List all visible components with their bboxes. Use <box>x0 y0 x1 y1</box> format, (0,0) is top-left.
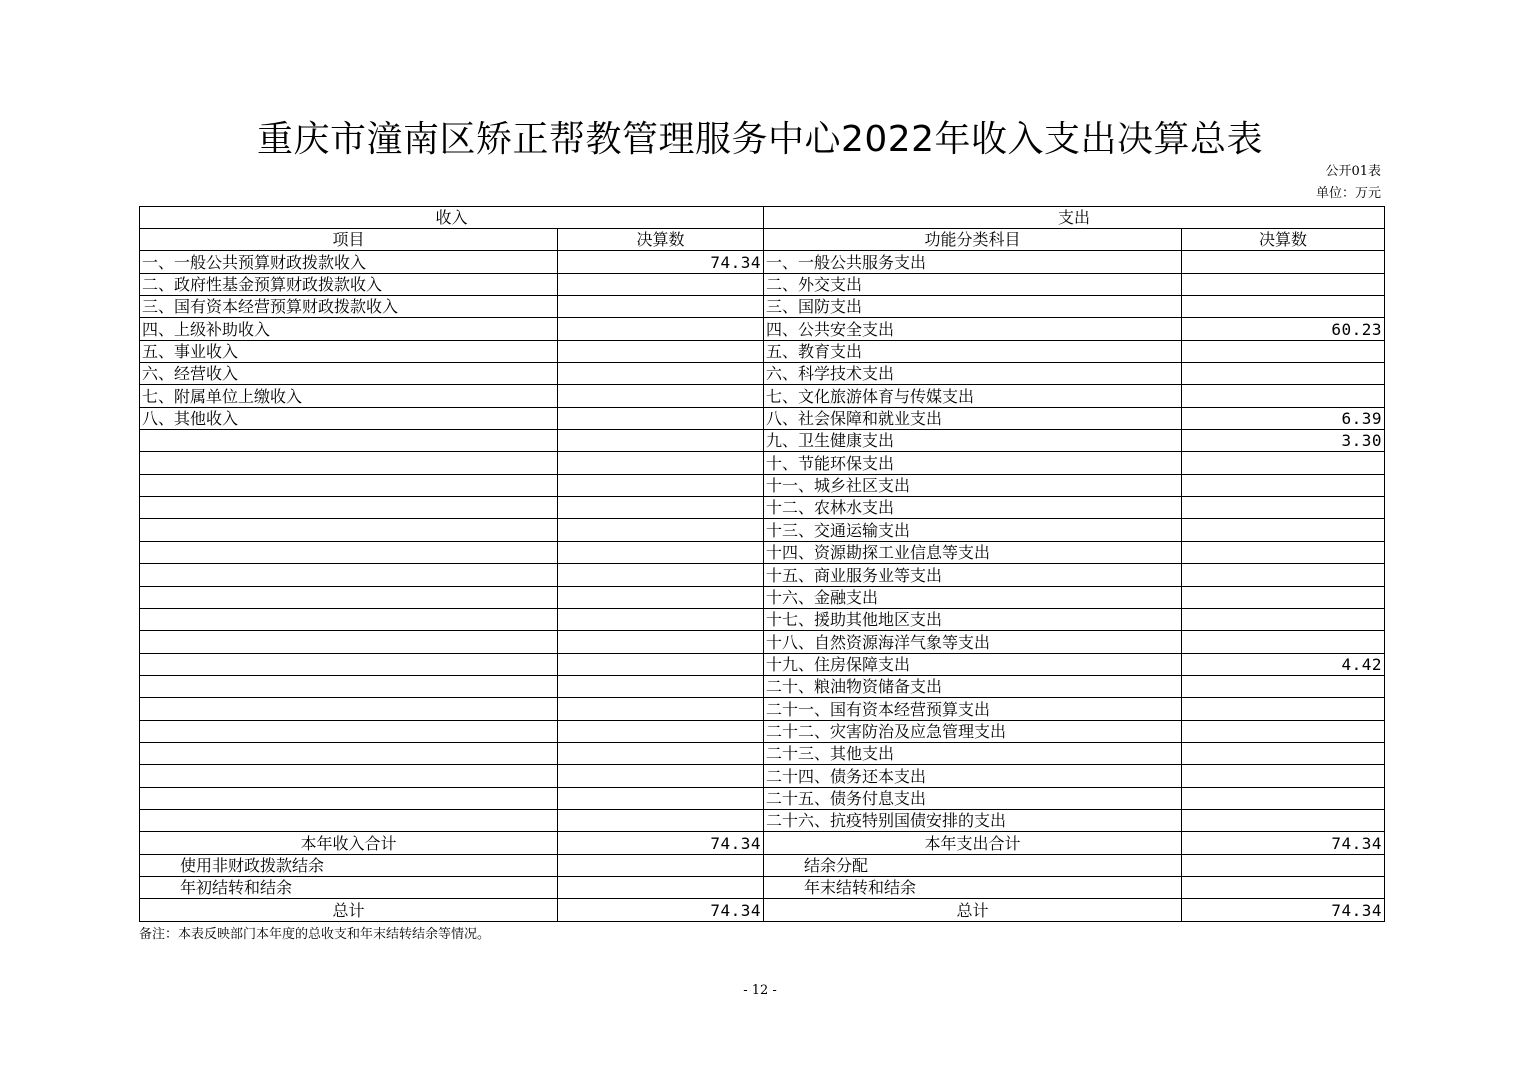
table-row <box>140 765 1385 787</box>
income-amount-cell <box>558 385 764 407</box>
income-amount-cell <box>558 452 764 474</box>
grand-total-row <box>140 899 1385 921</box>
expenditure-amount-cell <box>1182 765 1385 787</box>
year-total-row <box>140 832 1385 854</box>
expenditure-amount-cell <box>1182 385 1385 407</box>
expenditure-amount-cell: 3.30 <box>1182 430 1385 452</box>
income-amount-cell <box>558 809 764 831</box>
expenditure-item-cell: 十九、住房保障支出 <box>764 653 1182 675</box>
nonfiscal-value <box>558 854 764 876</box>
table-row <box>140 318 1385 340</box>
income-amount-cell <box>558 720 764 742</box>
income-item-cell <box>140 765 558 787</box>
income-item-cell <box>140 586 558 608</box>
income-item-cell: 四、上级补助收入 <box>140 318 558 340</box>
expenditure-header: 支出 <box>764 207 1385 229</box>
expenditure-amount-cell <box>1182 564 1385 586</box>
table-row <box>140 653 1385 675</box>
expenditure-item-cell: 二十五、债务付息支出 <box>764 787 1182 809</box>
income-item-cell: 六、经营收入 <box>140 363 558 385</box>
expenditure-amount-cell <box>1182 608 1385 630</box>
expenditure-item-cell: 四、公共安全支出 <box>764 318 1182 340</box>
totals-body <box>140 832 1385 921</box>
item-header: 项目 <box>140 229 558 251</box>
table-row <box>140 452 1385 474</box>
table-row <box>140 586 1385 608</box>
expenditure-item-cell: 八、社会保障和就业支出 <box>764 407 1182 429</box>
income-amount-cell <box>558 742 764 764</box>
income-amount-cell <box>558 765 764 787</box>
income-item-cell <box>140 742 558 764</box>
table-row <box>140 787 1385 809</box>
income-amount-cell <box>558 430 764 452</box>
expenditure-item-cell: 十三、交通运输支出 <box>764 519 1182 541</box>
grand-total-label-left: 总计 <box>140 899 558 921</box>
expenditure-item-cell: 九、卫生健康支出 <box>764 430 1182 452</box>
expenditure-amount-cell <box>1182 720 1385 742</box>
surplus-dist-value <box>1182 854 1385 876</box>
income-item-cell <box>140 675 558 697</box>
expenditure-item-cell: 二、外交支出 <box>764 273 1182 295</box>
year-income-label: 本年收入合计 <box>140 832 558 854</box>
income-amount-cell: 74.34 <box>558 251 764 273</box>
table-row <box>140 541 1385 563</box>
income-item-cell: 七、附属单位上缴收入 <box>140 385 558 407</box>
income-amount-cell <box>558 608 764 630</box>
expenditure-item-cell: 十一、城乡社区支出 <box>764 474 1182 496</box>
income-item-cell <box>140 564 558 586</box>
income-amount-cell <box>558 675 764 697</box>
expenditure-amount-cell <box>1182 586 1385 608</box>
surplus-dist-label: 结余分配 <box>764 854 1182 876</box>
table-row <box>140 430 1385 452</box>
income-amount-cell <box>558 541 764 563</box>
expenditure-amount-cell: 60.23 <box>1182 318 1385 340</box>
expenditure-amount-cell: 4.42 <box>1182 653 1385 675</box>
expenditure-item-cell: 十七、援助其他地区支出 <box>764 608 1182 630</box>
income-amount-cell <box>558 698 764 720</box>
expenditure-item-cell: 二十六、抗疫特别国债安排的支出 <box>764 809 1182 831</box>
nonfiscal-label: 使用非财政拨款结余 <box>140 854 558 876</box>
income-item-cell <box>140 497 558 519</box>
income-amount-cell <box>558 564 764 586</box>
table-row <box>140 474 1385 496</box>
income-header: 收入 <box>140 207 764 229</box>
income-item-cell <box>140 631 558 653</box>
table-row <box>140 698 1385 720</box>
income-amount-cell <box>558 363 764 385</box>
income-item-cell <box>140 541 558 563</box>
year-income-value: 74.34 <box>558 832 764 854</box>
expenditure-item-cell: 十五、商业服务业等支出 <box>764 564 1182 586</box>
expenditure-amount-cell <box>1182 519 1385 541</box>
expenditure-amount-cell <box>1182 251 1385 273</box>
begin-balance-label: 年初结转和结余 <box>140 876 558 898</box>
func-category-header: 功能分类科目 <box>764 229 1182 251</box>
table-row <box>140 340 1385 362</box>
expenditure-amount-cell <box>1182 631 1385 653</box>
expenditure-item-cell: 十六、金融支出 <box>764 586 1182 608</box>
expenditure-amount-cell <box>1182 363 1385 385</box>
table-row <box>140 497 1385 519</box>
income-item-cell <box>140 698 558 720</box>
income-amount-cell <box>558 340 764 362</box>
income-item-cell: 二、政府性基金预算财政拨款收入 <box>140 273 558 295</box>
expenditure-item-cell: 三、国防支出 <box>764 296 1182 318</box>
grand-total-label-right: 总计 <box>764 899 1182 921</box>
table-row <box>140 675 1385 697</box>
expenditure-amount-cell <box>1182 787 1385 809</box>
income-amount-cell <box>558 787 764 809</box>
income-amount-cell <box>558 653 764 675</box>
nonfiscal-row <box>140 854 1385 876</box>
grand-total-value-left: 74.34 <box>558 899 764 921</box>
expenditure-amount-cell <box>1182 541 1385 563</box>
budget-table <box>139 206 1385 922</box>
expenditure-item-cell: 一、一般公共服务支出 <box>764 251 1182 273</box>
table-row <box>140 363 1385 385</box>
page-number: - 12 - <box>743 983 777 998</box>
expenditure-amount-cell <box>1182 809 1385 831</box>
table-row <box>140 720 1385 742</box>
expenditure-amount-cell <box>1182 474 1385 496</box>
expenditure-item-cell: 十、节能环保支出 <box>764 452 1182 474</box>
expenditure-amount-cell <box>1182 497 1385 519</box>
page-title: 重庆市潼南区矫正帮教管理服务中心2022年收入支出决算总表 <box>256 119 1264 160</box>
expenditure-item-cell: 二十二、灾害防治及应急管理支出 <box>764 720 1182 742</box>
table-row <box>140 296 1385 318</box>
income-item-cell <box>140 809 558 831</box>
expenditure-item-cell: 二十一、国有资本经营预算支出 <box>764 698 1182 720</box>
expenditure-item-cell: 十八、自然资源海洋气象等支出 <box>764 631 1182 653</box>
expenditure-item-cell: 十二、农林水支出 <box>764 497 1182 519</box>
income-amount-cell <box>558 519 764 541</box>
grand-total-value-right: 74.34 <box>1182 899 1385 921</box>
income-amount-cell <box>558 474 764 496</box>
expenditure-amount-cell <box>1182 698 1385 720</box>
income-item-cell <box>140 452 558 474</box>
table-row <box>140 631 1385 653</box>
amount-header: 决算数 <box>558 229 764 251</box>
income-amount-cell <box>558 318 764 340</box>
income-item-cell <box>140 787 558 809</box>
expenditure-item-cell: 二十、粮油物资储备支出 <box>764 675 1182 697</box>
expenditure-item-cell: 七、文化旅游体育与传媒支出 <box>764 385 1182 407</box>
table-row <box>140 251 1385 273</box>
income-item-cell <box>140 608 558 630</box>
end-balance-value <box>1182 876 1385 898</box>
table-row <box>140 407 1385 429</box>
year-exp-value: 74.34 <box>1182 832 1385 854</box>
income-amount-cell <box>558 407 764 429</box>
header-row-1 <box>140 207 1385 229</box>
expenditure-item-cell: 十四、资源勘探工业信息等支出 <box>764 541 1182 563</box>
income-amount-cell <box>558 273 764 295</box>
income-amount-cell <box>558 586 764 608</box>
income-item-cell: 八、其他收入 <box>140 407 558 429</box>
income-item-cell <box>140 653 558 675</box>
table-row <box>140 273 1385 295</box>
end-balance-label: 年末结转和结余 <box>764 876 1182 898</box>
table-row <box>140 742 1385 764</box>
expenditure-amount-cell <box>1182 742 1385 764</box>
expenditure-item-cell: 二十四、债务还本支出 <box>764 765 1182 787</box>
income-item-cell <box>140 430 558 452</box>
income-item-cell <box>140 720 558 742</box>
expenditure-amount-cell: 6.39 <box>1182 407 1385 429</box>
table-row <box>140 519 1385 541</box>
income-item-cell: 三、国有资本经营预算财政拨款收入 <box>140 296 558 318</box>
begin-balance-value <box>558 876 764 898</box>
expenditure-amount-cell <box>1182 296 1385 318</box>
form-code: 公开01表 <box>1325 164 1381 179</box>
income-amount-cell <box>558 631 764 653</box>
income-item-cell: 一、一般公共预算财政拨款收入 <box>140 251 558 273</box>
income-item-cell <box>140 519 558 541</box>
expenditure-amount-cell <box>1182 340 1385 362</box>
table-row <box>140 608 1385 630</box>
table-body <box>140 251 1385 832</box>
expenditure-item-cell: 五、教育支出 <box>764 340 1182 362</box>
income-item-cell <box>140 474 558 496</box>
income-amount-cell <box>558 296 764 318</box>
carryover-row <box>140 876 1385 898</box>
expenditure-amount-cell <box>1182 273 1385 295</box>
expenditure-item-cell: 六、科学技术支出 <box>764 363 1182 385</box>
expenditure-amount-cell <box>1182 675 1385 697</box>
table-row <box>140 385 1385 407</box>
year-exp-label: 本年支出合计 <box>764 832 1182 854</box>
income-amount-cell <box>558 497 764 519</box>
table-row <box>140 564 1385 586</box>
income-item-cell: 五、事业收入 <box>140 340 558 362</box>
footnote: 备注：本表反映部门本年度的总收支和年末结转结余等情况。 <box>139 927 491 942</box>
expenditure-amount-cell <box>1182 452 1385 474</box>
unit-label: 单位：万元 <box>1315 186 1381 201</box>
expenditure-item-cell: 二十三、其他支出 <box>764 742 1182 764</box>
amount-header-2: 决算数 <box>1182 229 1385 251</box>
header-row-2 <box>140 229 1385 251</box>
table-row <box>140 809 1385 831</box>
